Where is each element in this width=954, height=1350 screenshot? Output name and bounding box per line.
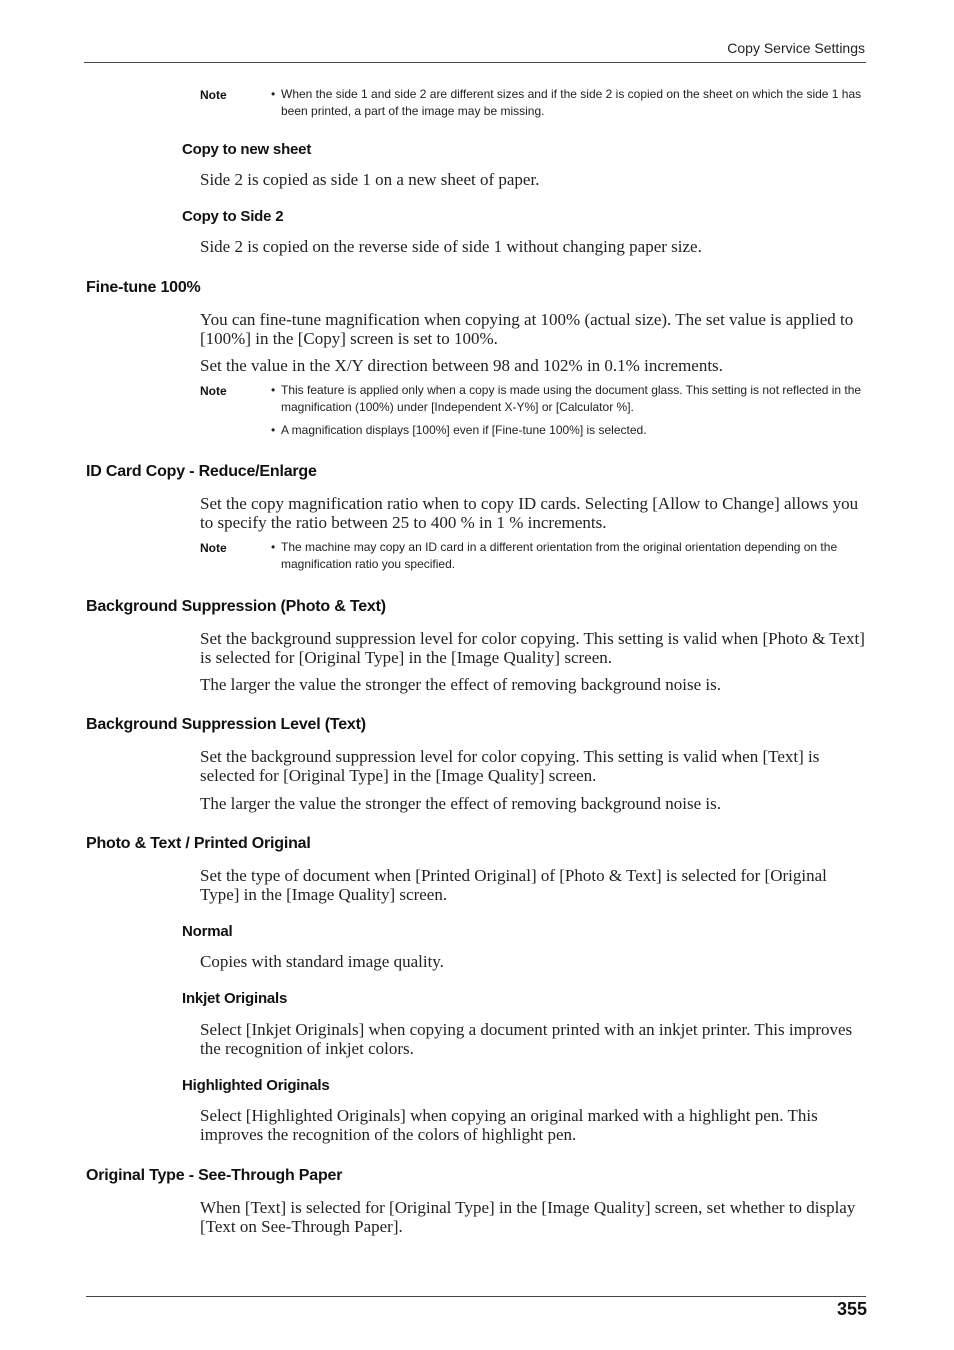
paragraph: Select [Inkjet Originals] when copying a document printed with an inkjet printer. This improves the recognition of inkjet colors.: [200, 1020, 853, 1058]
section-heading: Photo & Text / Printed Original: [86, 835, 311, 852]
paragraph: The larger the value the stronger the effect of removing background noise is.: [200, 675, 721, 694]
page-number: 355: [836, 1299, 867, 1319]
section-heading: Fine-tune 100%: [86, 279, 201, 296]
bullet-icon: •: [271, 423, 276, 437]
paragraph: Set the copy magnification ratio when to copy ID cards. Selecting [Allow to Change] allows you to specify the ratio between 25 to 400 % in 1 % increments.: [200, 494, 859, 532]
paragraph: You can fine-tune magnification when copying at 100% (actual size). The set value is applied to [100%] in the [Copy] screen is set to 100%.: [200, 310, 854, 348]
bullet-icon: •: [271, 87, 276, 101]
paragraph: Side 2 is copied as side 1 on a new sheet of paper.: [200, 170, 540, 189]
subsection-heading: Inkjet Originals: [182, 990, 288, 1007]
paragraph: Select [Highlighted Originals] when copying an original marked with a highlight pen. This improves the recognition of the colors of highlight pen.: [200, 1106, 818, 1144]
paragraph: The larger the value the stronger the effect of removing background noise is.: [200, 794, 721, 813]
note-text: This feature is applied only when a copy is made using the document glass. This setting is not reflected in the magnification (100%) under [Independent X-Y%] or [Calculator %].: [281, 383, 862, 414]
paragraph: Copies with standard image quality.: [200, 952, 444, 971]
note-label: Note: [200, 88, 227, 102]
note-item: [271, 539, 867, 573]
paragraph: Set the type of document when [Printed Original] of [Photo & Text] is selected for [Original Type] in the [Image Quality] screen.: [200, 866, 827, 904]
note-item: [271, 86, 867, 120]
section-heading: ID Card Copy - Reduce/Enlarge: [86, 463, 317, 480]
subsection-heading: Copy to new sheet: [182, 141, 312, 158]
note-text: The machine may copy an ID card in a different orientation from the original orientation depending on the magnification ratio you specified.: [281, 540, 838, 571]
header-rule: [84, 62, 866, 63]
bullet-icon: •: [271, 383, 276, 397]
subsection-heading: Normal: [182, 923, 233, 940]
paragraph: Set the background suppression level for color copying. This setting is valid when [Text] is selected for [Original Type] in the [Image Quality] screen.: [200, 747, 820, 785]
running-head: Copy Service Settings: [727, 40, 865, 56]
note-text: When the side 1 and side 2 are different sizes and if the side 2 is copied on the sheet on which the side 1 has been printed, a part of the image may be missing.: [281, 87, 862, 118]
note-item: [271, 422, 867, 439]
paragraph: Side 2 is copied on the reverse side of side 1 without changing paper size.: [200, 237, 702, 256]
note-text: A magnification displays [100%] even if [Fine-tune 100%] is selected.: [281, 423, 647, 437]
paragraph: When [Text] is selected for [Original Type] in the [Image Quality] screen, set whether to display [Text on See-Through Paper].: [200, 1198, 856, 1236]
section-heading: Background Suppression Level (Text): [86, 716, 366, 733]
paragraph: Set the value in the X/Y direction between 98 and 102% in 0.1% increments.: [200, 356, 723, 375]
subsection-heading: Copy to Side 2: [182, 208, 284, 225]
subsection-heading: Highlighted Originals: [182, 1077, 330, 1094]
note-label: Note: [200, 541, 227, 555]
note-item: [271, 382, 867, 416]
section-heading: Original Type - See-Through Paper: [86, 1167, 343, 1184]
paragraph: Set the background suppression level for color copying. This setting is valid when [Photo & Text] is selected for [Original Type] in the [Image Quality] screen.: [200, 629, 865, 667]
bullet-icon: •: [271, 540, 276, 554]
footer-rule: [86, 1296, 866, 1297]
section-heading: Background Suppression (Photo & Text): [86, 598, 386, 615]
note-label: Note: [200, 384, 227, 398]
